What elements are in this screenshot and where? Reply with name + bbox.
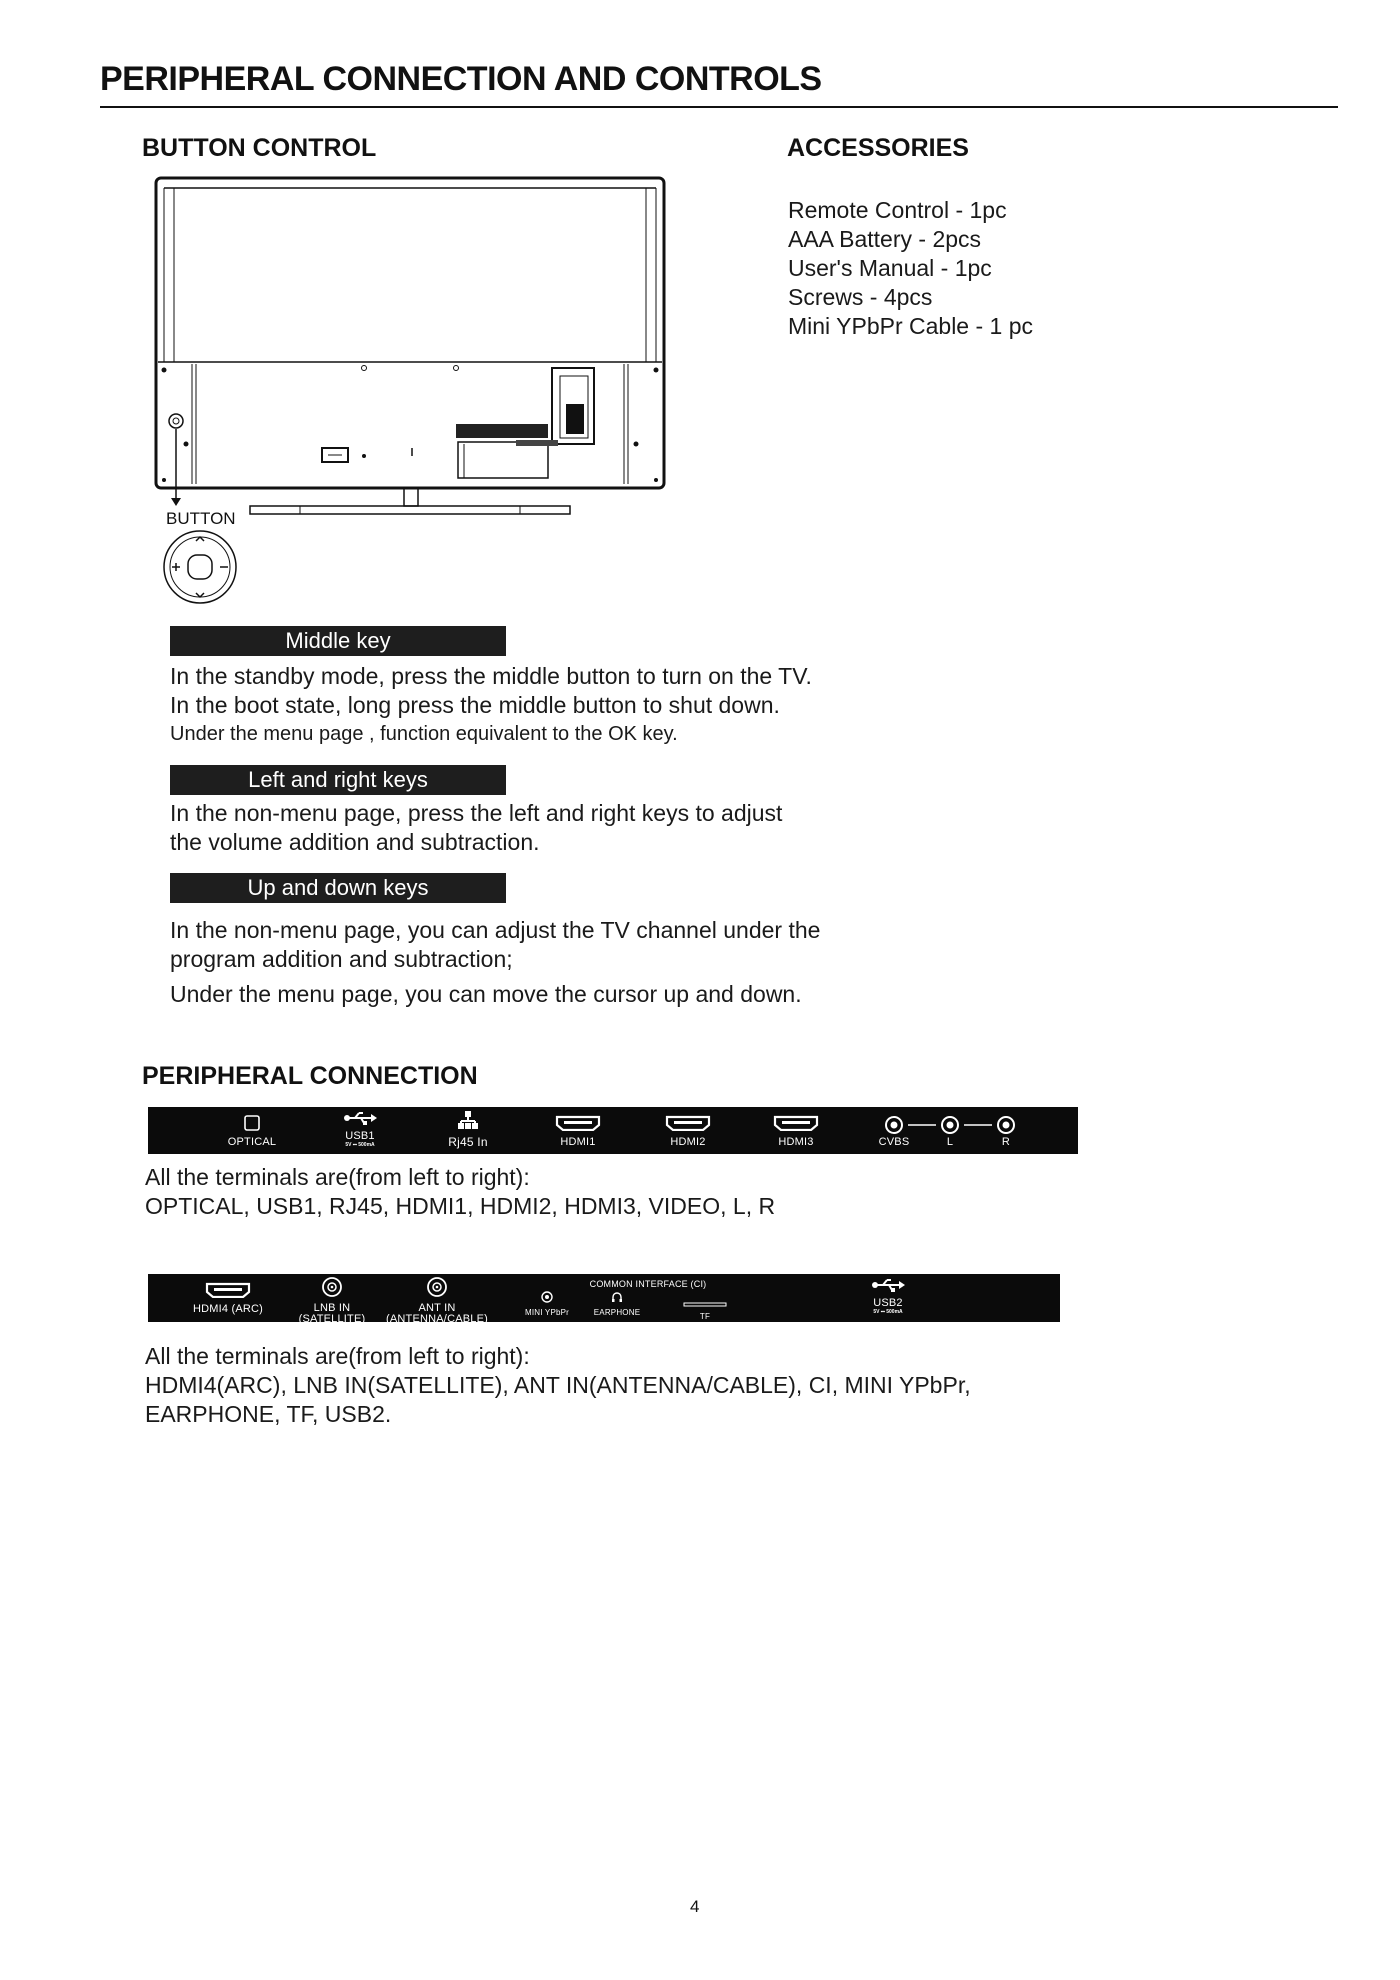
button-middle-key (188, 555, 212, 579)
accessories-list (788, 196, 1033, 341)
text-line: Under the menu page, you can move the cursor up and down. (170, 981, 802, 1007)
text-line: In the non-menu page, press the left and right keys to adjust (170, 800, 783, 826)
cvbs-port-label: CVBS (878, 1136, 910, 1148)
lnb-port-sublabel: (SATELLITE) (298, 1313, 366, 1325)
middle-key-description (170, 662, 870, 749)
text-line: EARPHONE, TF, USB2. (145, 1401, 392, 1427)
hdmi1-port-label: HDMI1 (560, 1136, 596, 1148)
page-number: 4 (690, 1897, 700, 1916)
tv-stand-neck (404, 488, 418, 506)
coax-icon (426, 1276, 448, 1298)
network-icon (457, 1110, 479, 1130)
ant-port-label: ANT IN (418, 1302, 456, 1314)
common-interface-label: COMMON INTERFACE (CI) (589, 1279, 707, 1289)
port-hdmi4 (188, 1282, 268, 1315)
port-usb1 (330, 1111, 390, 1148)
port-lnb-in (292, 1276, 372, 1325)
lnb-port-label: LNB IN (313, 1302, 351, 1314)
jack-icon (541, 1291, 553, 1303)
tv-rear-illustration (150, 172, 680, 612)
port-hdmi3 (766, 1115, 826, 1148)
button-arrow-head (171, 498, 181, 506)
hdmi-icon (773, 1115, 819, 1131)
port-ant-in (382, 1276, 492, 1325)
vent-grill (456, 424, 548, 438)
up-down-keys-label: Up and down keys (170, 873, 506, 903)
accessory-item: Screws - 4pcs (788, 284, 933, 310)
peripheral-connection-heading: PERIPHERAL CONNECTION (142, 1062, 478, 1090)
hdmi-icon (665, 1115, 711, 1131)
port-tf (680, 1294, 730, 1321)
hdmi3-port-label: HDMI3 (778, 1136, 814, 1148)
up-down-keys-description (170, 916, 870, 1009)
port-usb2 (858, 1278, 918, 1315)
text-line: OPTICAL, USB1, RJ45, HDMI1, HDMI2, HDMI3, VIDEO, L, R (145, 1193, 776, 1219)
port-optical (220, 1115, 284, 1148)
port-hdmi2 (658, 1115, 718, 1148)
l-port-label: L (946, 1136, 954, 1148)
text-line: HDMI4(ARC), LNB IN(SATELLITE), ANT IN(ANTENNA/CABLE), CI, MINI YPbPr, (145, 1372, 971, 1398)
text-line: In the boot state, long press the middle button to shut down. (170, 692, 780, 718)
usb2-port-rating: 5V ⎓ 500mA (873, 1309, 903, 1315)
text-line: In the non-menu page, you can adjust the TV channel under the (170, 917, 821, 943)
tf-port-label: TF (699, 1312, 711, 1321)
hdmi4-port-label: HDMI4 (ARC) (192, 1303, 264, 1315)
port-rj45 (438, 1110, 498, 1149)
earphone-port-label: EARPHONE (593, 1308, 641, 1317)
rear-port-panel (148, 1107, 1078, 1154)
usb1-port-rating: 5V ⎓ 500mA (345, 1142, 375, 1148)
panel1-description (145, 1163, 1045, 1221)
usb-icon (871, 1278, 905, 1292)
accessory-item: Mini YPbPr Cable - 1 pc (788, 313, 1034, 339)
mini-ypbpr-port-label: MINI YPbPr (524, 1308, 570, 1317)
coax-icon (321, 1276, 343, 1298)
r-port-label: R (1001, 1136, 1011, 1148)
side-port-panel (148, 1274, 1060, 1325)
optical-port-label: OPTICAL (227, 1136, 277, 1148)
text-line: All the terminals are(from left to right): (145, 1343, 530, 1369)
tv-stand-base (250, 506, 570, 514)
middle-key-label: Middle key (170, 626, 506, 656)
port-hdmi1 (548, 1115, 608, 1148)
page-title: PERIPHERAL CONNECTION AND CONTROLS (100, 60, 822, 98)
text-line: the volume addition and subtraction. (170, 829, 540, 855)
hdmi2-port-label: HDMI2 (670, 1136, 706, 1148)
accessories-heading: ACCESSORIES (787, 134, 969, 162)
optical-port-icon (243, 1115, 261, 1131)
ant-port-sublabel: (ANTENNA/CABLE) (385, 1313, 489, 1325)
port-mini-ypbpr (512, 1290, 582, 1317)
button-caption: BUTTON (166, 509, 236, 528)
hdmi-icon (555, 1115, 601, 1131)
hdmi-icon (205, 1282, 251, 1298)
usb1-port-label: USB1 (345, 1130, 375, 1142)
headphone-icon (611, 1291, 623, 1303)
left-right-keys-description (170, 799, 870, 857)
title-divider (100, 106, 1338, 108)
button-control-heading: BUTTON CONTROL (142, 134, 377, 162)
text-line: program addition and subtraction; (170, 946, 513, 972)
accessory-item: User's Manual - 1pc (788, 255, 992, 281)
text-line: Under the menu page , function equivalent to the OK key. (170, 723, 678, 745)
tv-outer-frame (156, 178, 664, 488)
usb2-port-label: USB2 (873, 1297, 903, 1309)
accessory-item: Remote Control - 1pc (788, 197, 1007, 223)
left-right-keys-label: Left and right keys (170, 765, 506, 795)
av-jacks-icon (878, 1115, 1048, 1135)
text-line: All the terminals are(from left to right): (145, 1164, 530, 1190)
card-slot-icon (683, 1302, 727, 1307)
port-earphone (582, 1290, 652, 1317)
panel2-description (145, 1342, 1145, 1429)
accessory-item: AAA Battery - 2pcs (788, 226, 982, 252)
usb-icon (343, 1111, 377, 1125)
rj45-port-label: Rj45 In (448, 1135, 488, 1149)
text-line: In the standby mode, press the middle button to turn on the TV. (170, 663, 812, 689)
